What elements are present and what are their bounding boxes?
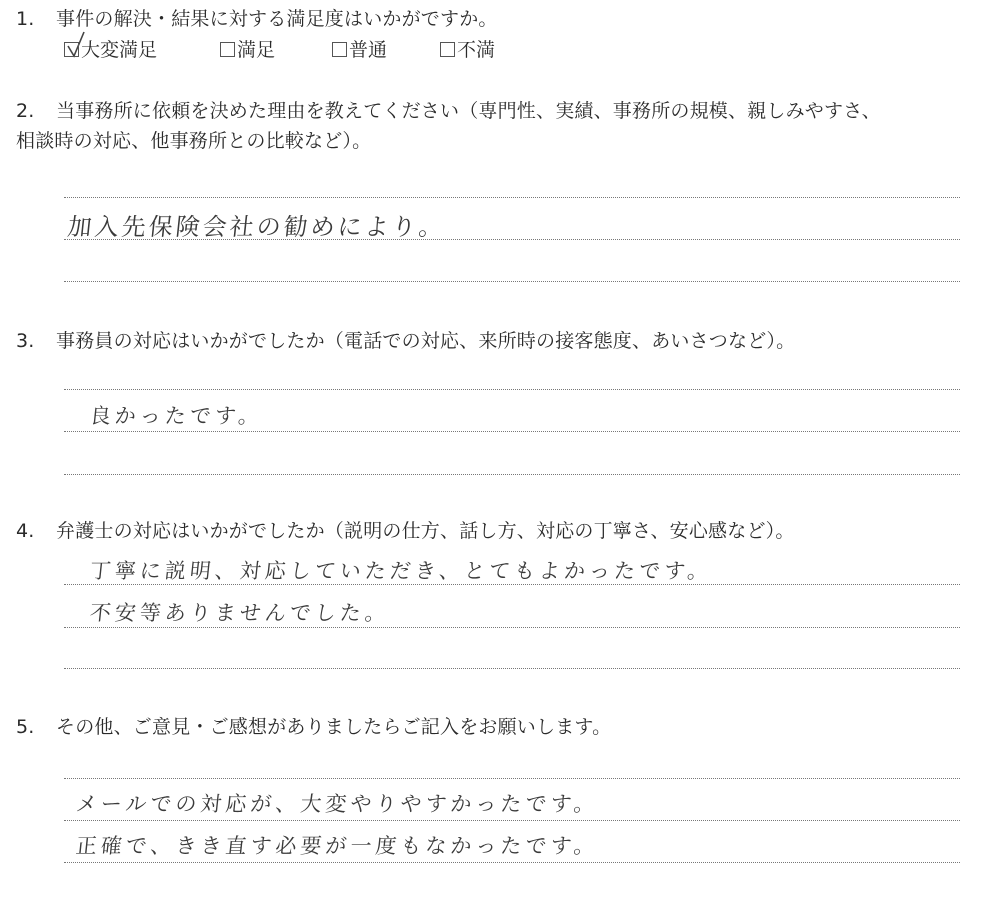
question-3-answer-line-1: 良かったです。	[88, 404, 265, 428]
question-5-answer-line-1: メールでの対応が、大変やりやすかったです。	[74, 792, 601, 816]
answer-line	[64, 474, 960, 475]
question-1	[16, 4, 498, 34]
question-4-number: 4.	[16, 520, 35, 542]
answer-line	[64, 627, 960, 628]
answer-line	[64, 778, 960, 779]
question-1-text: 事件の解決・結果に対する満足度はいかがですか。	[56, 8, 498, 30]
answer-line	[64, 584, 960, 585]
question-3	[16, 326, 795, 356]
answer-line	[64, 668, 960, 669]
question-3-number: 3.	[16, 330, 35, 352]
option-dissatisfied[interactable]: 不満	[440, 38, 495, 62]
answer-line	[64, 431, 960, 432]
answer-line	[64, 862, 960, 863]
question-4-text: 弁護士の対応はいかがでしたか（説明の仕方、話し方、対応の丁寧さ、安心感など）。	[56, 520, 795, 542]
question-4	[16, 516, 795, 546]
option-very-satisfied[interactable]: 大変満足	[64, 38, 157, 62]
option-normal[interactable]: 普通	[332, 38, 387, 62]
question-2-number: 2.	[16, 100, 35, 122]
question-1-number: 1.	[16, 8, 35, 30]
option-satisfied[interactable]: 満足	[220, 38, 275, 62]
question-2	[16, 96, 976, 156]
question-2-answer-line-1: 加入先保険会社の勧めにより。	[66, 213, 448, 241]
question-5-number: 5.	[16, 716, 35, 738]
answer-line	[64, 239, 960, 240]
question-5-answer-line-2: 正確で、きき直す必要が一度もなかったです。	[74, 834, 601, 858]
checkbox-icon[interactable]	[440, 42, 455, 57]
question-3-text: 事務員の対応はいかがでしたか（電話での対応、来所時の接客態度、あいさつなど）。	[56, 330, 796, 352]
checkbox-icon[interactable]	[220, 42, 235, 57]
checkbox-icon[interactable]	[332, 42, 347, 57]
answer-line	[64, 389, 960, 390]
question-2-text-continued: 相談時の対応、他事務所との比較など）。	[16, 130, 372, 152]
question-4-answer-line-1: 丁寧に説明、対応していただき、とてもよかったです。	[88, 559, 714, 583]
answer-line	[64, 820, 960, 821]
question-5-text: その他、ご意見・ご感想がありましたらご記入をお願いします。	[56, 716, 612, 738]
question-5	[16, 712, 611, 742]
answer-line	[64, 281, 960, 282]
checkbox-icon[interactable]	[64, 42, 79, 57]
answer-line	[64, 197, 960, 198]
question-4-answer-line-2: 不安等ありませんでした。	[88, 601, 392, 625]
question-2-text: 当事務所に依頼を決めた理由を教えてください（専門性、実績、事務所の規模、親しみやすさ、	[56, 100, 881, 122]
